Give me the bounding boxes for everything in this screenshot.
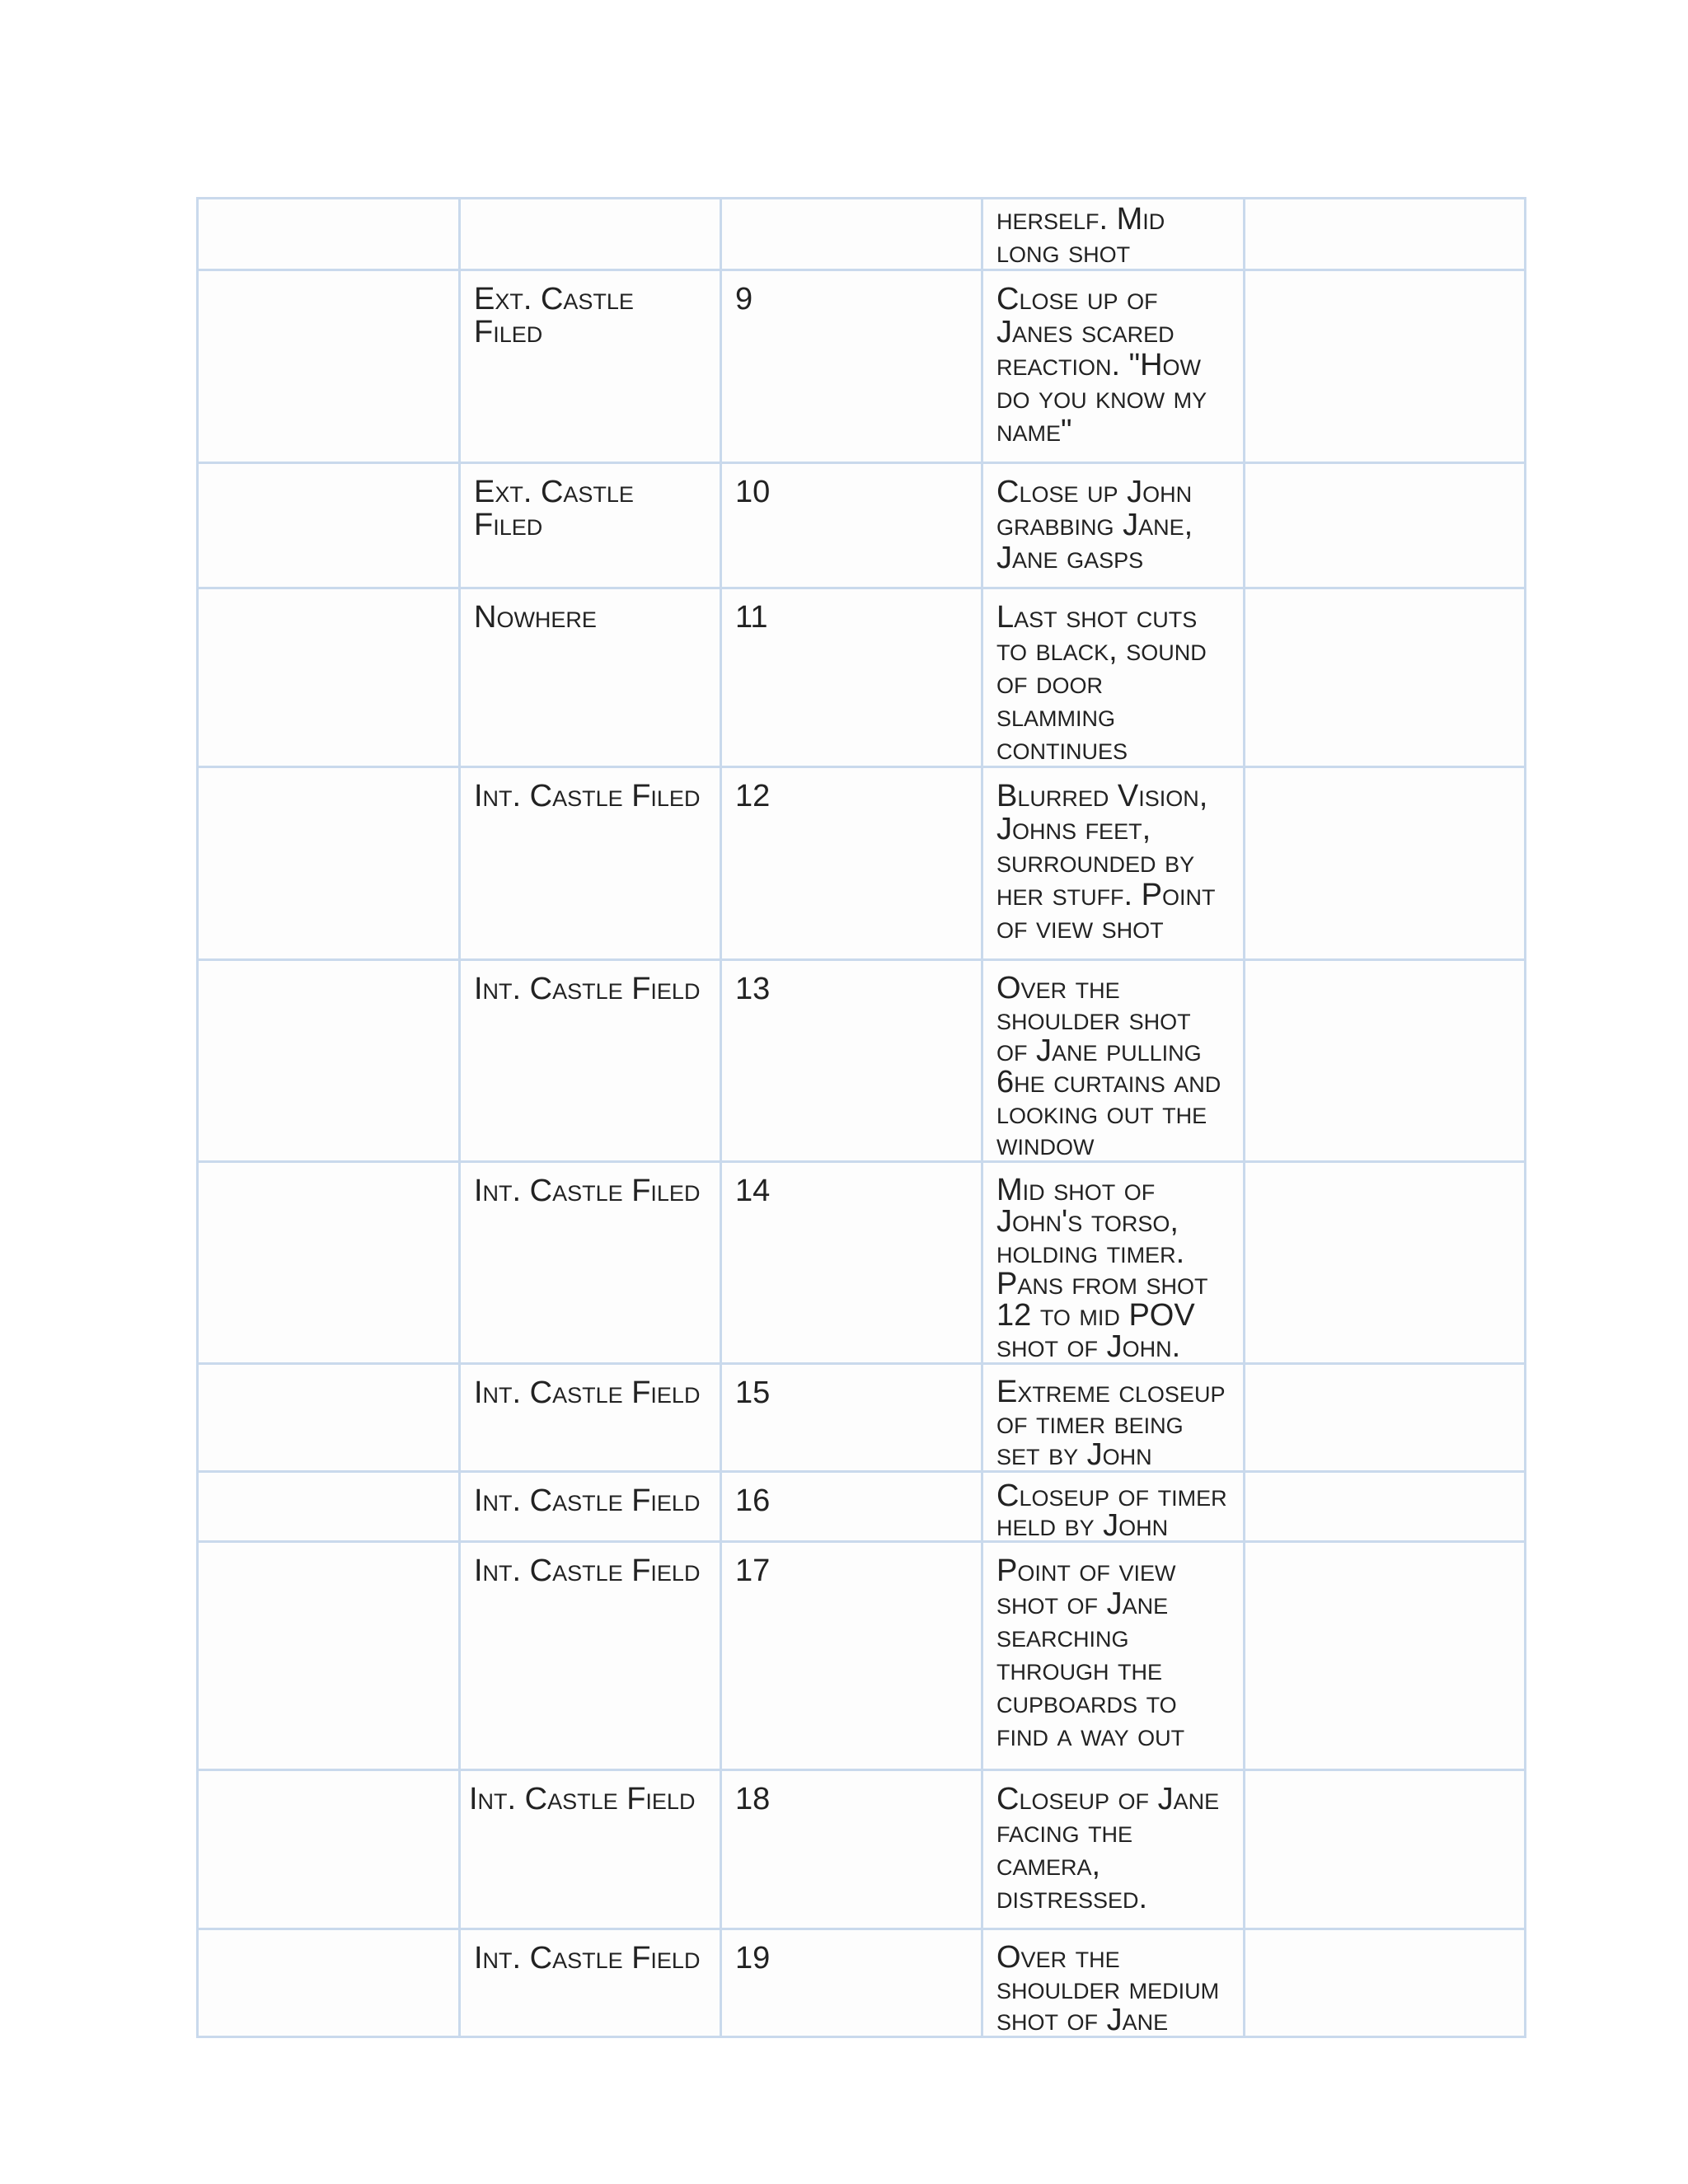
- description-cell: herself. Mid long shot: [982, 199, 1245, 270]
- blank-cell: [198, 960, 460, 1162]
- shot-number: 15: [735, 1376, 771, 1410]
- shot-number: 11: [735, 600, 768, 635]
- location-cell: [460, 199, 721, 270]
- blank-cell: [198, 588, 460, 767]
- notes-cell: [1245, 270, 1526, 463]
- location-cell: Nowhere: [460, 588, 721, 767]
- table-row: [198, 1542, 1526, 1770]
- description-cell: Last shot cuts to black, sound of door slamming continues: [982, 588, 1245, 767]
- shot-number: 17: [735, 1554, 771, 1588]
- storyboard-table: [196, 197, 1526, 2038]
- notes-cell: [1245, 767, 1526, 960]
- location-cell: Ext. Castle Filed: [460, 270, 721, 463]
- table-row: [198, 463, 1526, 588]
- shot-number: 9: [735, 282, 753, 316]
- description-cell: Closeup of Jane facing the camera, distressed.: [982, 1770, 1245, 1929]
- table-row: [198, 1770, 1526, 1929]
- notes-cell: [1245, 1542, 1526, 1770]
- notes-cell: [1245, 1770, 1526, 1929]
- location-cell: Int. Castle Field: [460, 1472, 721, 1542]
- blank-cell: [198, 1472, 460, 1542]
- location-cell: Int. Castle Field: [460, 960, 721, 1162]
- shot-number-cell: [721, 199, 982, 270]
- blank-cell: [198, 1929, 460, 2037]
- description-cell: Close up John grabbing Jane, Jane gasps: [982, 463, 1245, 588]
- shot-number-cell: [721, 1542, 982, 1770]
- shot-number-cell: [721, 767, 982, 960]
- shot-number: 14: [735, 1174, 771, 1208]
- blank-cell: [198, 1770, 460, 1929]
- blank-cell: [198, 1162, 460, 1364]
- description-cell: Blurred Vision, Johns feet, surrounded by her stuff. Point of view shot: [982, 767, 1245, 960]
- notes-cell: [1245, 1364, 1526, 1472]
- description-cell: Close up of Janes scared reaction. "How do you know my name": [982, 270, 1245, 463]
- shot-number: 18: [735, 1782, 771, 1816]
- location-cell: Int. Castle Field: [460, 1364, 721, 1472]
- table-row: [198, 588, 1526, 767]
- notes-cell: [1245, 463, 1526, 588]
- shot-number: 16: [735, 1483, 771, 1518]
- location-cell: Int. Castle Filed: [460, 767, 721, 960]
- description-cell: Over the shoulder medium shot of Jane: [982, 1929, 1245, 2037]
- shot-number-cell: [721, 960, 982, 1162]
- shot-number-cell: [721, 1929, 982, 2037]
- notes-cell: [1245, 1472, 1526, 1542]
- shot-number-cell: [721, 1364, 982, 1472]
- table-row: [198, 1472, 1526, 1542]
- location-cell: Int. Castle Field: [460, 1542, 721, 1770]
- table-row: [198, 199, 1526, 270]
- location-cell: Int. Castle Field: [460, 1770, 721, 1929]
- table-row: [198, 1364, 1526, 1472]
- shot-number-cell: [721, 270, 982, 463]
- table-row: [198, 1162, 1526, 1364]
- shot-number: 12: [735, 779, 771, 813]
- blank-cell: [198, 270, 460, 463]
- notes-cell: [1245, 199, 1526, 270]
- notes-cell: [1245, 1929, 1526, 2037]
- blank-cell: [198, 1364, 460, 1472]
- notes-cell: [1245, 1162, 1526, 1364]
- description-cell: Closeup of timer held by John: [982, 1472, 1245, 1542]
- table-row: [198, 270, 1526, 463]
- description-cell: Mid shot of John's torso, holding timer. Pans from shot 12 to mid POV shot of John.: [982, 1162, 1245, 1364]
- shot-number: 10: [735, 475, 771, 509]
- location-cell: Ext. Castle Filed: [460, 463, 721, 588]
- shot-number: 13: [735, 972, 771, 1006]
- shot-number-cell: [721, 463, 982, 588]
- notes-cell: [1245, 960, 1526, 1162]
- blank-cell: [198, 463, 460, 588]
- blank-cell: [198, 767, 460, 960]
- table-row: [198, 960, 1526, 1162]
- description-cell: Over the shoulder shot of Jane pulling 6he curtains and looking out the window: [982, 960, 1245, 1162]
- notes-cell: [1245, 588, 1526, 767]
- blank-cell: [198, 1542, 460, 1770]
- blank-cell: [198, 199, 460, 270]
- shot-number: 19: [735, 1941, 771, 1975]
- description-cell: Extreme closeup of timer being set by John: [982, 1364, 1245, 1472]
- shot-number-cell: [721, 1472, 982, 1542]
- shot-number-cell: [721, 1162, 982, 1364]
- description-cell: Point of view shot of Jane searching through the cupboards to find a way out: [982, 1542, 1245, 1770]
- table-row: [198, 767, 1526, 960]
- shot-number-cell: [721, 1770, 982, 1929]
- location-cell: Int. Castle Field: [460, 1929, 721, 2037]
- table-row: [198, 1929, 1526, 2037]
- location-cell: Int. Castle Filed: [460, 1162, 721, 1364]
- shot-number-cell: [721, 588, 982, 767]
